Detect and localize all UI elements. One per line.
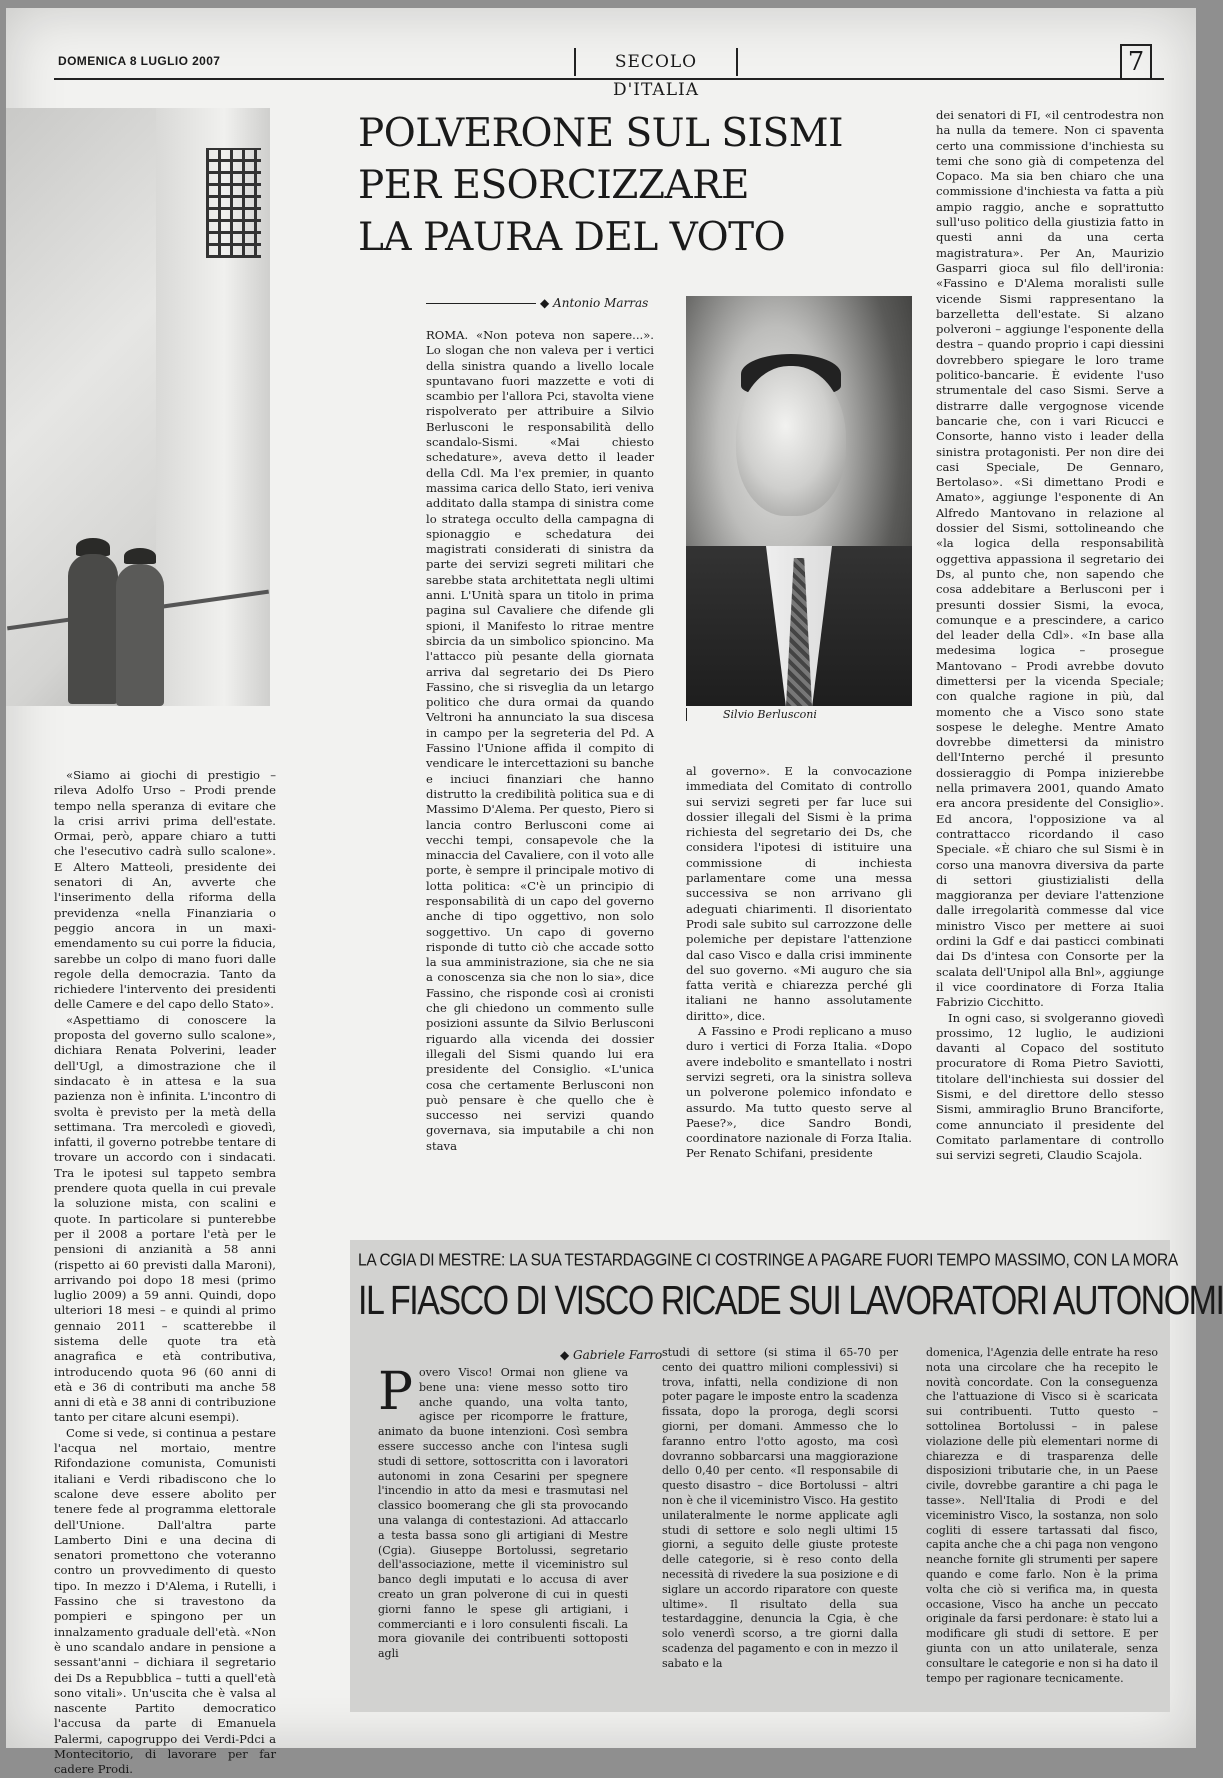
box-column-1 [378,1348,628,1706]
soldier-figure [116,564,164,706]
portrait-face [736,366,846,516]
article-headline [358,108,844,264]
box-column-2 [662,1346,898,1706]
headline-line: POLVERONE SUL SISMI [358,111,844,156]
newspaper-page [6,8,1223,1777]
byline-rule [426,303,536,304]
sidebar-paragraph: Come si vede, si continua a pestare l'acqua nel mortaio, mentre Rifondazione comunista, Comunisti italiani e Verdi ribadiscono che lo scalone deve essere abolito per tenere fede al programma elettorale dell'Unione. Dall'altra parte Lamberto Dini e una decina di senatori promettono che voteranno contro un provvedimento di questo tipo. In mezzo i D'Alema, i Rutelli, i Fassino che si travestono da pompieri e spingono per un innalzamento graduale dell'età. «Non è uno scandalo andare in pensione a sessant'anni – dichiara il segretario dei Ds a Repubblica – tutti a quell'età sono vitali». Un'uscita che è valsa al nascente Partito democratico l'accusa da parte di Emanuela Palermi, capogruppo dei Verdi-Pdci a Montecitorio, di lavorare per far cadere Prodi. [54,1425,276,1777]
article-column-3 [936,108,1164,1176]
article-column-1 [426,328,654,1176]
soldiers-photo [6,108,270,706]
box-title: IL FIASCO DI VISCO RICADE SUI LAVORATORI AUTONOMI [358,1278,1223,1324]
headline-line: LA PAURA DEL VOTO [358,215,786,260]
sidebar-column [54,768,276,1777]
box-paragraph: studi di settore (si stima il 65-70 per cento dei quattro milioni complessivi) si trova, infatti, nella condizione di non poter pagare le imposte entro la scadenza fissata, dopo la proroga, degli scorsi giorni, per domani. Ammesso che lo faranno entro l'otto agosto, ma così dovranno sobbarcarsi una maggiorazione dello 0,40 per cento. «Il responsabile di questo disastro – dice Bortolussi – altri non è che il viceministro Visco. Ha gestito unilateralmente le norme applicate agli studi di settore e solo negli ultimi 15 giorni, a seguito delle giuste proteste delle categorie, si è reso conto della necessità di rivedere la sua posizione e di siglare un accordo riparatore con queste ultime». Il risultato della sua testardaggine, denuncia la Cgia, è che solo venerdì scorso, a tre giorni dalla scadenza del pagamento e con in mezzo il sabato e la [662,1346,898,1670]
box-byline: ◆ Gabriele Farro [560,1348,663,1362]
article-byline: ◆ Antonio Marras [426,296,648,310]
article-paragraph: dei senatori di FI, «il centrodestra non ha nulla da temere. Non ci spaventa certo una commissione d'inchiesta su temi che sono già di competenza del Copaco. Ma sia ben chiaro che una commissione d'inchiesta va fatta a più ampio raggio, anche e soprattutto sull'uso politico della giustizia fatto in questi anni da una certa magistratura». Per An, Maurizio Gasparri gioca sul filo dell'ironia: «Fassino e D'Alema moralisti sulle vicende Sismi rappresentano la barzelletta dell'estate. Si alzano polveroni – aggiunge l'esponente della destra – quando proprio i capi diessini dovrebbero spiegare le loro trame politico-bancarie. È evidente l'uso strumentale del caso Sismi. Serve a distrarre dalle vergognose vicende bancarie che, con i vari Ricucci e Consorte, hanno visto i leader della sinistra protagonisti. Per non dire dei casi Speciale, De Gennaro, Bertolaso». «Si dimettano Prodi e Amato», aggiunge l'esponente di An Alfredo Mantovano in relazione al dossier del Sismi, sottolineando che «la logica della responsabilità oggettiva appassiona il segretario dei Ds, al punto che, non sapendo che cosa addebitare a Berlusconi per i presunti dossier Sismi, la evoca, comunque e a prescindere, a carico del leader della Cdl». «In base alla medesima logica – prosegue Mantovano – Prodi avrebbe dovuto dimettersi per la vicenda Speciale; con qualche ragione in più, dal momento che a Visco sono state sospese le deleghe. Mentre Amato dovrebbe dimettersi da ministro dell'Interno perché il presunto dossieraggio di Pompa inizierebbe nella primavera 2001, quando Amato era ancora presidente del Consiglio». Ed ancora, l'opposizione va al contrattacco ricordando il caso Speciale. «È chiaro che sul Sismi è in corso una manovra diversiva da parte di settori giustizialisti della maggioranza per deviare l'attenzione dalle irregolarità commesse dal vice ministro Visco per mettere ai suoi ordini la Gdf e dai pasticci combinati dai Ds d'intesa con Consorte per la scalata dell'Unipol alla Bnl», aggiunge il vice coordinatore di Forza Italia Fabrizio Cicchitto. [936,108,1164,1010]
newspaper-name: SECOLO D'ITALIA [574,48,738,76]
article-column-2 [686,764,912,1176]
sidebar-paragraph: «Siamo ai giochi di prestigio – rileva Adolfo Urso – Prodi prende tempo nella speranza di evitare che la crisi arrivi prima dell'estate. Ormai, però, appare chiaro a tutti che l'esecutivo cadrà sullo scalone». E Altero Matteoli, presidente dei senatori di An, avverte che l'inserimento della riforma della previdenza «nella Finanziaria o peggio ancora in un maxi-emendamento su cui porre la fiducia, sarebbe un colpo di mano fuori dalle regole della democrazia. Tanto da richiedere l'intervento dei presidenti delle Camere e del capo dello Stato». [54,768,276,1012]
box-kicker: LA CGIA DI MESTRE: LA SUA TESTARDAGGINE CI COSTRINGE A PAGARE FUORI TEMPO MASSIMO, CON LA MORA [358,1250,1178,1271]
article-paragraph: In ogni caso, si svolgeranno giovedì prossimo, 12 luglio, le audizioni davanti al Copaco del sostituto procuratore di Roma Pietro Saviotti, titolare dell'inchiesta sui dossier del Sismi, e del direttore dello stesso Sismi, ammiraglio Bruno Branciforte, come annunciato il presidente del Comitato parlamentare di controllo sui servizi segreti, Claudio Scajola. [936,1010,1164,1163]
box-author-name: Gabriele Farro [573,1348,663,1362]
masthead [54,47,1164,100]
page-number: 7 [1120,44,1152,78]
drop-cap: P [378,1362,413,1422]
article-paragraph: al governo». E la convocazione immediata del Comitato di controllo sui servizi segreti per far luce sui dossier illegali del Sismi è la prima richiesta del segretario dei Ds, che considera l'ipotesi di istituire una commissione di inchiesta parlamentare come una messa successiva se non arrivano gli adeguati chiarimenti. Il disorientato Prodi sale subito sul carrozzone delle polemiche per depistare l'attenzione dal caso Visco e dalla crisi imminente del suo governo. «Mi auguro che sia fatta verità e chiarezza perché gli italiani ne hanno assolutamente diritto», dice. [686,764,912,1023]
headline-line: PER ESORCIZZARE [358,163,749,208]
box-column-3 [926,1346,1158,1706]
issue-date: DOMENICA 8 LUGLIO 2007 [58,54,221,68]
berlusconi-portrait [686,296,912,704]
soldier-cap [124,548,156,564]
soldier-figure [68,554,118,704]
box-paragraph: overo Visco! Ormai non gliene va bene una: viene messo sotto tiro anche quando, una volta tanto, agisce per ricomporre le fratture, animato da buone intenzioni. Così sembra essere successo anche con l'intesa sugli studi di settore, sottoscritta con i lavoratori autonomi in zona Cesarini per spegnere l'incendio in atto da mesi e trasmutasi nel classico boomerang che gli sta provocando una valanga di contestazioni. Ad attaccarlo a testa bassa sono gli artigiani di Mestre (Cgia). Giuseppe Bortolussi, segretario dell'associazione, mette il viceministro sul banco degli imputati e lo accusa di aver creato un gran polverone di cui in questi giorni fanno le spese gli artigiani, i commercianti e i loro consulenti fiscali. La mora giovanile dei contribuenti sottoposti agli [378,1366,628,1661]
sidebar-paragraph: «Aspettiamo di conoscere la proposta del governo sullo scalone», dichiara Renata Polverini, leader dell'Ugl, a dimostrazione che il sindacato è in attesa e la sua pazienza non è infinita. L'incontro di svolta è previsto per la metà della settimana. Tra mercoledì e giovedì, infatti, il governo potrebbe tentare di trovare un accordo con i sindacati. Tra le ipotesi sul tappeto sembra prendere quota quella in cui prevale la soluzione mista, con scalini e quote. In particolare si punterebbe per il 2008 a portare l'età per le pensioni di anzianità a 58 anni (rispetto ai 60 previsti dalla Maroni), arrivando poi dopo 18 mesi (primo luglio 2009) a 59 anni. Quindi, dopo ulteriori 18 mesi – e quindi al primo gennaio 2011 – scatterebbe il sistema delle quote tra età anagrafica e età contributiva, introducendo quota 96 (60 anni di età e 36 di contributi ma anche 58 anni di età e 38 anni di contribuzione tanto per citare alcuni esempi). [54,1012,276,1425]
article-paragraph: ROMA. «Non poteva non sapere...». Lo slogan che non valeva per i vertici della sinistra quando a livello locale spuntavano fuori mazzette e voti di scambio per l'allora Pci, stavolta viene rispolverato per attribuire a Silvio Berlusconi le responsabilità dello scandalo-Sismi. «Mai chiesto schedature», aveva detto il leader della Cdl. Ma l'ex premier, in quanto massima carica dello Stato, ieri veniva additato dalla stampa di sinistra come lo stratega occulto della campagna di spionaggio e schedatura dei magistrati considerati di sinistra da parte dei servizi segreti militari che sarebbe stata architettata negli ultimi anni. L'Unità spara un titolo in prima pagina sul Cavaliere che difende gli spioni, il Manifesto lo ritrae mentre sbircia da un simbolico spioncino. Ma l'attacco più pesante della giornata arriva dal segretario dei Ds Piero Fassino, che si risveglia da un letargo politico che dura ormai da quando Veltroni ha annunciato la sua discesa in campo per la segreteria del Pd. A Fassino l'Unione affida il compito di vendicare le intercettazioni su banche e inciuci finanziari che hanno distrutto la credibilità politica sua e di Massimo D'Alema. Per questo, Piero si lancia contro Berlusconi come ai vecchi tempi, consapevole che la minaccia del Cavaliere, con il voto alle porte, è sempre il principale motivo di lotta politica: «C'è un principio di responsabilità di un capo del governo anche di tipo oggettivo, non solo soggettivo. Un capo di governo risponde di tutto ciò che accade sotto la sua amministrazione, sia che ne sia a conoscenza sia che non lo sia», dice Fassino, che risponde così ai cronisti che gli chiedono un commento sulle posizioni assunte da Silvio Berlusconi riguardo alla vicenda dei dossier illegali del Sismi quando lui era presidente del Consiglio. «L'unica cosa che certamente Berlusconi non può pensare è che quello che è successo nei servizi quando governava, sia imputabile a chi non stava [426,328,654,1153]
article-paragraph: A Fassino e Prodi replicano a muso duro i vertici di Forza Italia. «Dopo avere indebolito e smantellato i nostri servizi segreti, ora la sinistra solleva un polverone polemico infondato e assurdo. Ma tutto questo serve al Paese?», dice Sandro Bondi, coordinatore nazionale di Forza Italia. Per Renato Schifani, presidente [686,1024,912,1161]
box-paragraph: domenica, l'Agenzia delle entrate ha reso nota una circolare che ha recepito le novità concordate. Con la conseguenza che l'attuazione di Visco si è scaricata sui contribuenti. Tutto questo – sottolinea Bortolussi – in palese violazione delle più elementari norme di chiarezza e di trasparenza delle disposizioni tributarie che, in un Paese civile, dovrebbe garantire a chi paga le tasse». Nell'Italia di Prodi e del viceministro Visco, la sostanza, non solo cogliti di essere tartassati dal fisco, capita anche che a chi paga non vengono neanche fornite gli strumenti per sapere quando e come farlo. Non è la prima volta che ciò si verifica ma, in questa occasione, Visco ha anche un peccato originale da farsi perdonare: è stato lui a modificare gli studi di settore. E per giunta con un atto unilaterale, senza consultare le categorie e non si ha dato il tempo per ragionare tecnicamente. [926,1346,1158,1685]
photo-window-grate [206,148,261,258]
photo-caption: Silvio Berlusconi [686,708,912,721]
author-name: Antonio Marras [553,296,649,310]
box-col-spacer [378,1348,628,1366]
